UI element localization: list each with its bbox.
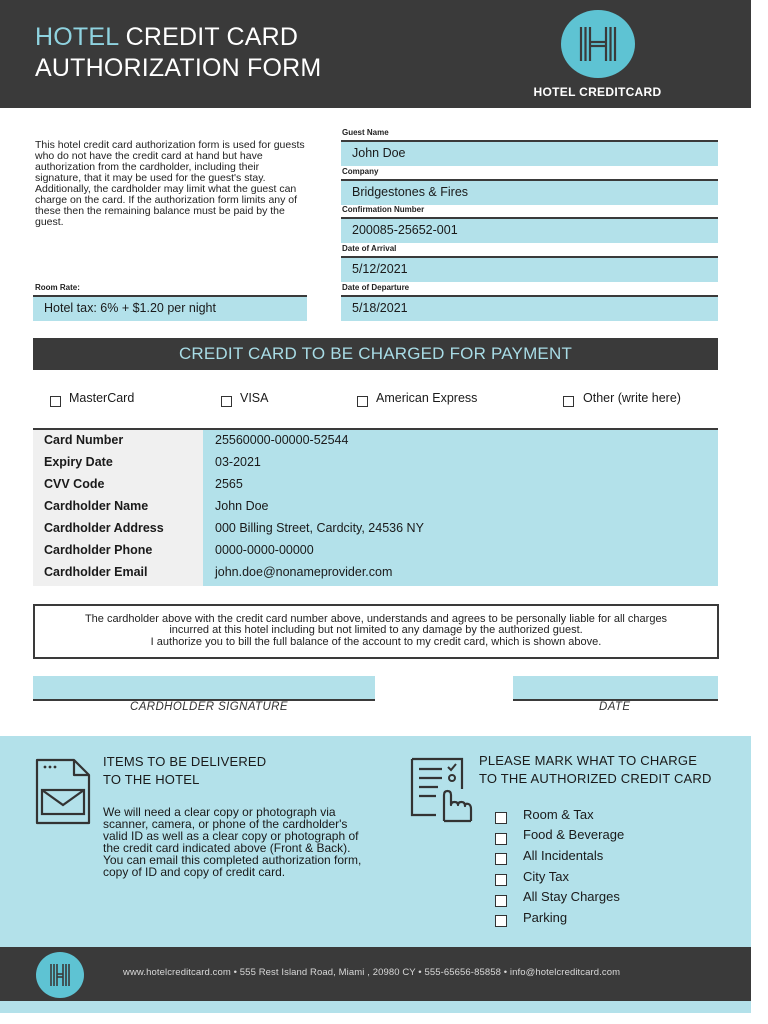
other-card-checkbox[interactable] [563,396,574,407]
parking-checkbox[interactable] [495,915,507,927]
cardholder-address-label: Cardholder Address [44,521,164,535]
delivery-heading-line-1: ITEMS TO BE DELIVERED [103,754,267,769]
card-details-table [33,428,718,586]
expiry-date-value[interactable]: 03-2021 [215,455,261,469]
title-line2: AUTHORIZATION FORM [35,54,322,82]
payment-section-title: CREDIT CARD TO BE CHARGED FOR PAYMENT [33,338,718,370]
cardholder-email-value[interactable]: john.doe@nonameprovider.com [215,565,393,579]
visa-checkbox[interactable] [221,396,232,407]
city-tax-checkbox[interactable] [495,874,507,886]
all-stay-charges-checkbox[interactable] [495,895,507,907]
visa-label: VISA [240,391,269,405]
food-beverage-label: Food & Beverage [523,827,625,842]
all-incidentals-label: All Incidentals [523,848,604,863]
cvv-code-value[interactable]: 2565 [215,477,243,491]
footer-accent-strip [0,1001,751,1013]
food-beverage-checkbox[interactable] [495,833,507,845]
room-rate-field[interactable]: Hotel tax: 6% + $1.20 per night [33,295,307,321]
agreement-line-3: I authorize you to bill the full balance of the account to my credit card, which is shown above. [150,635,602,648]
arrival-date-field[interactable]: 5/12/2021 [341,256,718,282]
confirmation-number-label: Confirmation Number [342,205,425,214]
company-label: Company [342,167,379,176]
card-details-value-column [203,430,718,586]
parking-label: Parking [523,910,568,925]
delivery-instructions: We will need a clear copy or photograph via scanner, camera, or phone of the cardholder's valid ID as well as a clear copy or photograph of the credit card indicated above (Front & Back). You can email this completed authorization form, copy of ID and copy of credit card. [103,805,362,879]
checklist-hand-icon [408,755,474,832]
cardholder-phone-label: Cardholder Phone [44,543,153,557]
mastercard-label: MasterCard [69,391,135,405]
cvv-code-label: CVV Code [44,477,105,491]
agreement-line-2: incurred at this hotel including but not limited to any damage by the authorized guest. [169,624,583,637]
card-number-label: Card Number [44,433,124,447]
agreement-line-1: The cardholder above with the credit card number above, understands and agrees to be personally liable for all charges [84,613,668,625]
guest-name-label: Guest Name [342,128,389,137]
arrival-date-label: Date of Arrival [342,244,397,253]
title-rest: CREDIT CARD [118,23,299,51]
confirmation-number-field[interactable]: 200085-25652-001 [341,217,718,243]
title-accent: HOTEL [35,23,119,51]
delivery-heading [103,753,266,789]
cardholder-name-value[interactable]: John Doe [215,499,269,513]
mail-document-icon [34,757,92,832]
date-caption: DATE [599,701,631,713]
other-card-label: Other (write here) [583,391,681,405]
charges-heading-line-1: PLEASE MARK WHAT TO CHARGE [479,753,698,768]
footer-logo-icon [36,952,84,998]
logo-caption: HOTEL CREDITCARD [533,85,662,99]
intro-text: This hotel credit card authorization form is used for guests who do not have the credit card at hand but have authorization from the cardholder, including their signature, that it may be used for the guest's stay. Additionally, the cardholder may limit what the guest can charge on the card. If the authorization form limits any of these then the remaining balance must be paid by the guest. [35,139,305,228]
cardholder-signature-caption: CARDHOLDER SIGNATURE [130,701,288,713]
delivery-heading-line-2: TO THE HOTEL [103,772,200,787]
charges-heading [479,752,712,788]
all-stay-charges-label: All Stay Charges [523,889,620,904]
city-tax-label: City Tax [523,869,569,884]
footer-contact-info: www.hotelcreditcard.com • 555 Rest Island Road, Miami , 20980 CY • 555-65656-85858 • info@hotelcreditcard.com [123,967,621,978]
room-tax-checkbox[interactable] [495,812,507,824]
amex-checkbox[interactable] [357,396,368,407]
signature-date-field[interactable] [513,676,718,701]
agreement-box [33,604,719,659]
cardholder-email-label: Cardholder Email [44,565,148,579]
room-tax-label: Room & Tax [523,807,594,822]
mastercard-checkbox[interactable] [50,396,61,407]
guest-name-field[interactable]: John Doe [341,140,718,166]
cardholder-phone-value[interactable]: 0000-0000-00000 [215,543,314,557]
page-title [35,22,321,84]
hotel-logo-icon [561,10,635,78]
room-rate-label: Room Rate: [35,283,80,292]
departure-date-field[interactable]: 5/18/2021 [341,295,718,321]
card-number-value[interactable]: 25560000-00000-52544 [215,433,349,447]
company-field[interactable]: Bridgestones & Fires [341,179,718,205]
amex-label: American Express [376,391,478,405]
cardholder-address-value[interactable]: 000 Billing Street, Cardcity, 24536 NY [215,521,424,535]
expiry-date-label: Expiry Date [44,455,113,469]
cardholder-signature-field[interactable] [33,676,375,701]
departure-date-label: Date of Departure [342,283,410,292]
all-incidentals-checkbox[interactable] [495,853,507,865]
cardholder-name-label: Cardholder Name [44,499,149,513]
charges-heading-line-2: TO THE AUTHORIZED CREDIT CARD [479,771,712,786]
